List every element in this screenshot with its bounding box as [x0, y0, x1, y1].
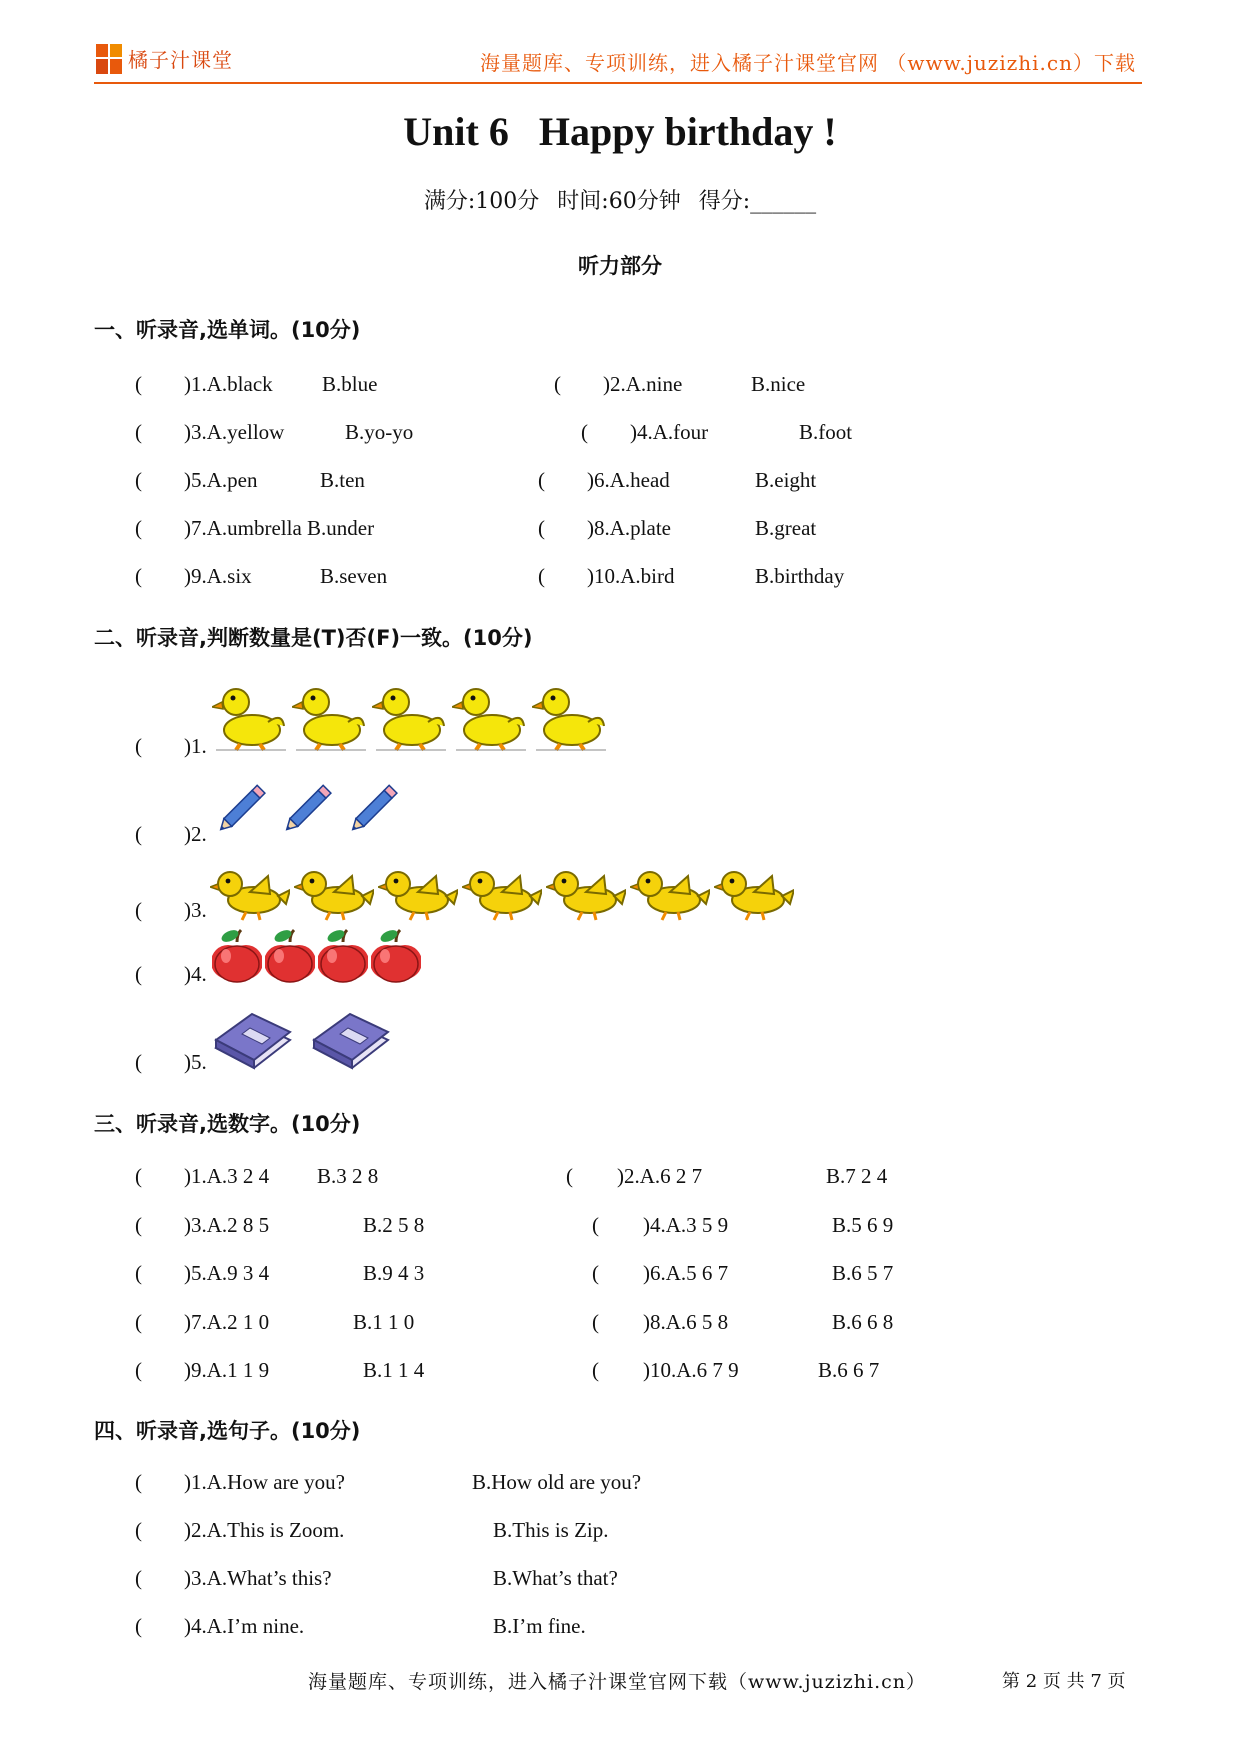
s1-q1-b: B.blue [322, 372, 378, 396]
s2-q5-paren: ( [135, 1050, 142, 1074]
s3-q6: )6.A.5 6 7 [643, 1261, 729, 1285]
s1-q8-b: B.great [755, 516, 817, 540]
page-title [0, 108, 1240, 155]
s2-q3: )3. [184, 898, 207, 922]
duck-icon [372, 676, 448, 752]
s3-q8-paren: ( [592, 1310, 599, 1334]
brand-logo-icon [96, 44, 122, 74]
s1-q9-paren: ( [135, 564, 142, 588]
apple-icon [371, 928, 421, 984]
s1-q2: )2.A.nine [603, 372, 683, 396]
s1-q4-b: B.foot [799, 420, 853, 444]
s3-q7-paren: ( [135, 1310, 142, 1334]
s1-q5: )5.A.pen [184, 468, 258, 492]
footer-text: 海量题库、专项训练，进入橘子汁课堂官网下载（www.juzizhi.cn） [308, 1671, 927, 1693]
book-icon [308, 1004, 392, 1074]
s3-q7: )7.A.2 1 0 [184, 1310, 270, 1334]
s1-q10: )10.A.bird [587, 564, 675, 588]
s3-q8-b: B.6 6 8 [832, 1310, 894, 1334]
s3-q1-paren: ( [135, 1164, 142, 1188]
s4-q3: )3.A.What’s this? [184, 1566, 332, 1590]
s3-q9-b: B.1 1 4 [363, 1358, 425, 1382]
s4-q4: )4.A.I’m nine. [184, 1614, 305, 1638]
s4-q2: )2.A.This is Zoom. [184, 1518, 345, 1542]
s3-q2-paren: ( [566, 1164, 573, 1188]
s3-q5-paren: ( [135, 1261, 142, 1285]
s2-q5: )5. [184, 1050, 207, 1074]
s1-q5-b: B.ten [320, 468, 365, 492]
s4-q2-paren: ( [135, 1518, 142, 1542]
s2-q2: )2. [184, 822, 207, 846]
s1-q1-paren: ( [135, 372, 142, 396]
s2-q1: )1. [184, 734, 207, 758]
section4-heading: 四、听录音,选句子。(10分) [94, 1419, 361, 1443]
bird-icon [462, 862, 542, 924]
s3-q10: )10.A.6 7 9 [643, 1358, 739, 1382]
s4-q3-b: B.What’s that? [493, 1566, 618, 1590]
s1-q4: )4.A.four [630, 420, 709, 444]
s3-q3-b: B.2 5 8 [363, 1213, 425, 1237]
s3-q4-b: B.5 6 9 [832, 1213, 894, 1237]
book-icon [210, 1004, 294, 1074]
s3-q5-b: B.9 4 3 [363, 1261, 425, 1285]
s3-q1: )1.A.3 2 4 [184, 1164, 270, 1188]
title-name: Happy birthday ! [538, 109, 837, 154]
s1-q7: )7.A.umbrella B.under [184, 516, 375, 540]
bird-icon [210, 862, 290, 924]
duck-icon [212, 676, 288, 752]
s4-q1: )1.A.How are you? [184, 1470, 345, 1494]
pencil-icon [344, 776, 406, 840]
duck-icon [292, 676, 368, 752]
s1-q2-paren: ( [554, 372, 561, 396]
s1-q6-paren: ( [538, 468, 545, 492]
s3-q2-b: B.7 2 4 [826, 1164, 888, 1188]
s3-q5: )5.A.9 3 4 [184, 1261, 270, 1285]
s2-q4: )4. [184, 962, 207, 986]
bird-icon [630, 862, 710, 924]
s3-q1-b: B.3 2 8 [317, 1164, 379, 1188]
brand-name: 橘子汁课堂 [128, 48, 233, 72]
bird-icon [294, 862, 374, 924]
s3-q10-b: B.6 6 7 [818, 1358, 880, 1382]
s1-q1: )1.A.black [184, 372, 273, 396]
s3-q6-paren: ( [592, 1261, 599, 1285]
s3-q7-b: B.1 1 0 [353, 1310, 415, 1334]
s4-q1-paren: ( [135, 1470, 142, 1494]
bird-icon [714, 862, 794, 924]
score-info [0, 184, 1240, 215]
s3-q8: )8.A.6 5 8 [643, 1310, 729, 1334]
s3-q6-b: B.6 5 7 [832, 1261, 894, 1285]
s2-q3-paren: ( [135, 898, 142, 922]
header-slogan: 海量题库、专项训练，进入橘子汁课堂官网 （www.juzizhi.cn）下载 [480, 51, 1136, 75]
s3-q9: )9.A.1 1 9 [184, 1358, 270, 1382]
apple-icon [318, 928, 368, 984]
s1-q9-b: B.seven [320, 564, 388, 588]
s4-q4-paren: ( [135, 1614, 142, 1638]
apple-icon [212, 928, 262, 984]
apple-icon [265, 928, 315, 984]
section3-heading: 三、听录音,选数字。(10分) [94, 1112, 361, 1136]
s1-q3: )3.A.yellow [184, 420, 285, 444]
duck-icon [452, 676, 528, 752]
pencil-icon [278, 776, 340, 840]
s2-q1-paren: ( [135, 734, 142, 758]
s4-q3-paren: ( [135, 1566, 142, 1590]
s3-q9-paren: ( [135, 1358, 142, 1382]
s4-q1-b: B.How old are you? [472, 1470, 642, 1494]
full-score: 满分:100分 [423, 189, 540, 214]
bird-icon [546, 862, 626, 924]
s4-q4-b: B.I’m fine. [493, 1614, 586, 1638]
s1-q4-paren: ( [581, 420, 588, 444]
time-limit: 时间:60分钟 [557, 189, 681, 214]
s1-q9: )9.A.six [184, 564, 252, 588]
s2-q4-paren: ( [135, 962, 142, 986]
s1-q10-paren: ( [538, 564, 545, 588]
s1-q8-paren: ( [538, 516, 545, 540]
s1-q2-b: B.nice [751, 372, 806, 396]
s3-q2: )2.A.6 2 7 [617, 1164, 703, 1188]
title-unit: Unit 6 [403, 109, 509, 154]
s1-q7-paren: ( [135, 516, 142, 540]
s1-q3-paren: ( [135, 420, 142, 444]
duck-icon [532, 676, 608, 752]
bird-icon [378, 862, 458, 924]
s1-q5-paren: ( [135, 468, 142, 492]
section1-heading: 一、听录音,选单词。(10分) [94, 318, 361, 342]
listening-subtitle: 听力部分 [578, 254, 662, 278]
s1-q8: )8.A.plate [587, 516, 671, 540]
s4-q2-b: B.This is Zip. [493, 1518, 609, 1542]
header-divider [94, 82, 1142, 84]
s3-q4-paren: ( [592, 1213, 599, 1237]
page-number: 第 2 页 共 7 页 [1002, 1671, 1126, 1692]
s1-q6-b: B.eight [755, 468, 817, 492]
s3-q3: )3.A.2 8 5 [184, 1213, 270, 1237]
s1-q10-b: B.birthday [755, 564, 845, 588]
score-blank: 得分:______ [698, 189, 817, 214]
s2-q2-paren: ( [135, 822, 142, 846]
s3-q4: )4.A.3 5 9 [643, 1213, 729, 1237]
s1-q3-b: B.yo-yo [345, 420, 414, 444]
s1-q6: )6.A.head [587, 468, 670, 492]
section2-heading: 二、听录音,判断数量是(T)否(F)一致。(10分) [94, 626, 533, 650]
pencil-icon [212, 776, 274, 840]
s3-q10-paren: ( [592, 1358, 599, 1382]
s3-q3-paren: ( [135, 1213, 142, 1237]
